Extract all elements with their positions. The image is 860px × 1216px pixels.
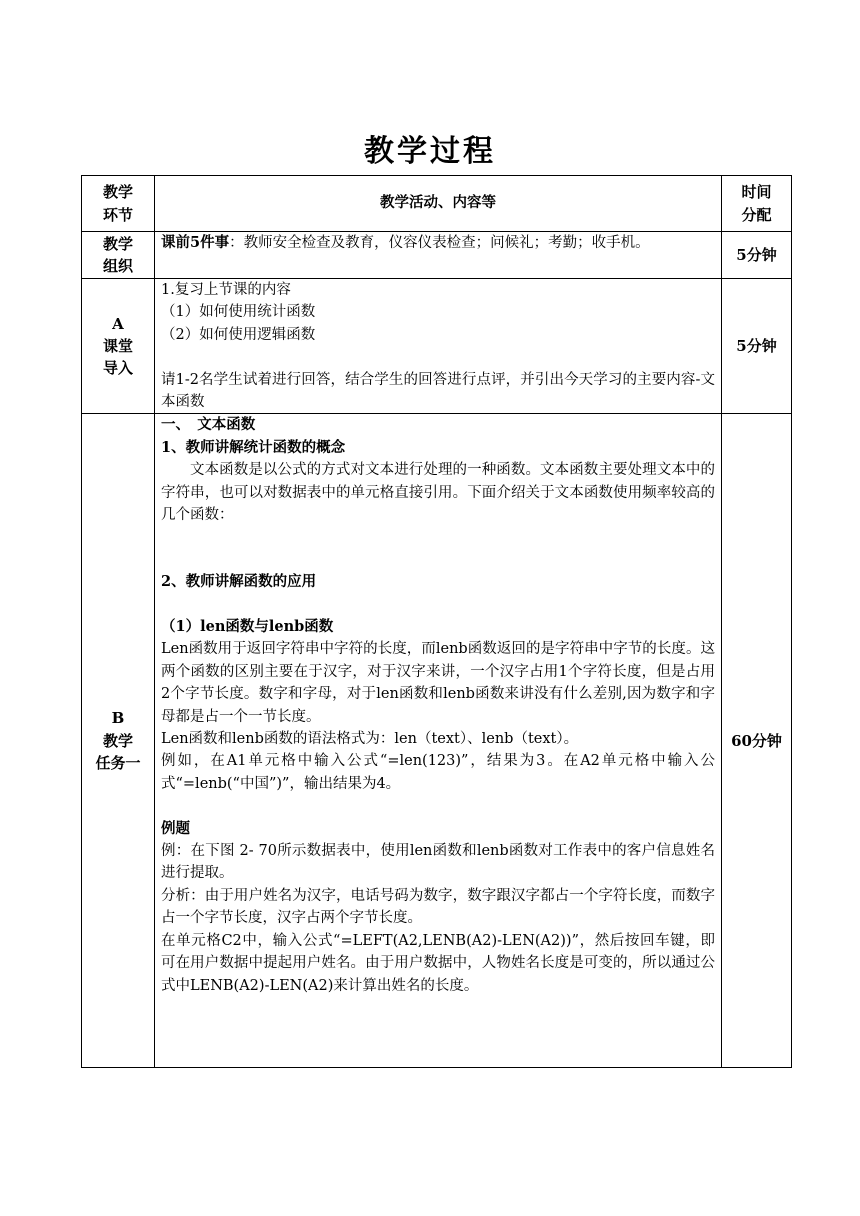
header-time [722, 176, 792, 232]
task-activity [155, 414, 722, 1068]
section-heading: 一、 文本函数 [161, 416, 256, 434]
example-solution: 在单元格C2中，输入公式“=LEFT(A2,LENB(A2)-LEN(A2))”，然后按回车键，即可在用户数据中提起用户姓名。由于用户数据中，人物姓名长度是可变的，所以通过公式中LENB(A2)-LEN(A2)来计算出姓名的长度。 [161, 932, 715, 994]
org-stage-line1: 教学 [102, 234, 133, 253]
row-organization [82, 232, 792, 279]
syntax-paragraph: Len函数和lenb函数的语法格式为：len（text）、lenb（text）。 [161, 731, 579, 748]
org-stage-line2: 组织 [102, 257, 133, 275]
task-stage-line1: B [111, 709, 125, 728]
row-task-one [82, 414, 792, 1068]
subheading-len-lenb: （1）len函数与lenb函数 [161, 618, 334, 636]
task-stage [82, 414, 155, 1068]
org-stage [82, 232, 155, 279]
intro-line-2: （1）如何使用统计函数 [161, 304, 316, 321]
org-time: 5分钟 [722, 232, 792, 279]
subheading-concept: 1、教师讲解统计函数的概念 [161, 438, 346, 456]
subheading-application: 2、教师讲解函数的应用 [161, 573, 317, 591]
org-rest: ：教师安全检查及教育，仪容仪表检查；问候礼；考勤；收手机。 [229, 235, 650, 251]
org-text [161, 232, 715, 254]
intro-stage-line3: 导入 [102, 359, 133, 378]
intro-line-1: 1.复习上节课的内容 [161, 282, 291, 298]
intro-line-3: （2）如何使用逻辑函数 [161, 326, 316, 343]
example-formula-paragraph: 例如，在A1单元格中输入公式“=len(123)”，结果为3。在A2单元格中输入公式“=lenb(“中国”)”，输出结果为4。 [161, 753, 715, 792]
header-stage [82, 176, 155, 232]
spacer [161, 795, 715, 817]
header-time-line2: 分配 [741, 205, 772, 224]
header-activity: 教学活动、内容等 [155, 176, 722, 232]
header-time-line1: 时间 [741, 183, 772, 202]
row-intro [82, 279, 792, 414]
lesson-table [81, 175, 792, 1068]
concept-paragraph: 文本函数是以公式的方式对文本进行处理的一种函数。文本函数主要处理文本中的字符串，也可以对数据表中的单元格直接引用。下面介绍关于文本函数使用频率较高的几个函数： [161, 462, 715, 524]
intro-time: 5分钟 [722, 279, 792, 414]
spacer [161, 526, 715, 548]
spacer [161, 346, 715, 368]
org-activity [155, 232, 722, 279]
header-row [82, 176, 792, 232]
org-lead: 课前5件事 [161, 234, 230, 251]
header-stage-line2: 环节 [102, 205, 133, 224]
intro-stage [82, 279, 155, 414]
len-paragraph: Len函数用于返回字符串中字符的长度，而lenb函数返回的是字符串中字节的长度。这两个函数的区别主要在于汉字，对于汉字来讲，一个汉字占用1个字符长度，但是占用2个字节长度。数字和字母，对于len函数和lenb函数来讲没有什么差别,因为数字和字母都是占一个一节长度。 [161, 641, 715, 725]
example-heading: 例题 [161, 819, 190, 837]
page-title: 教学过程 [364, 134, 496, 169]
intro-stage-line1: A [112, 314, 124, 333]
task-stage-line3: 任务一 [95, 754, 141, 773]
task-time: 60分钟 [722, 414, 792, 1068]
task-stage-line2: 教学 [102, 731, 133, 750]
example-task: 例：在下图 2- 70所示数据表中，使用len函数和lenb函数对工作表中的客户信息姓名进行提取。 [161, 843, 715, 882]
spacer [161, 594, 715, 616]
spacer [161, 549, 715, 571]
intro-stage-line2: 课堂 [102, 337, 133, 355]
header-stage-line1: 教学 [102, 183, 133, 202]
intro-activity [155, 279, 722, 414]
intro-closing: 请1-2名学生试着进行回答，结合学生的回答进行点评，并引出今天学习的主要内容-文本函数 [161, 371, 715, 411]
example-analysis: 分析：由于用户姓名为汉字，电话号码为数字，数字跟汉字都占一个字符长度，而数字占一个字节长度，汉字占两个字节长度。 [161, 887, 715, 927]
